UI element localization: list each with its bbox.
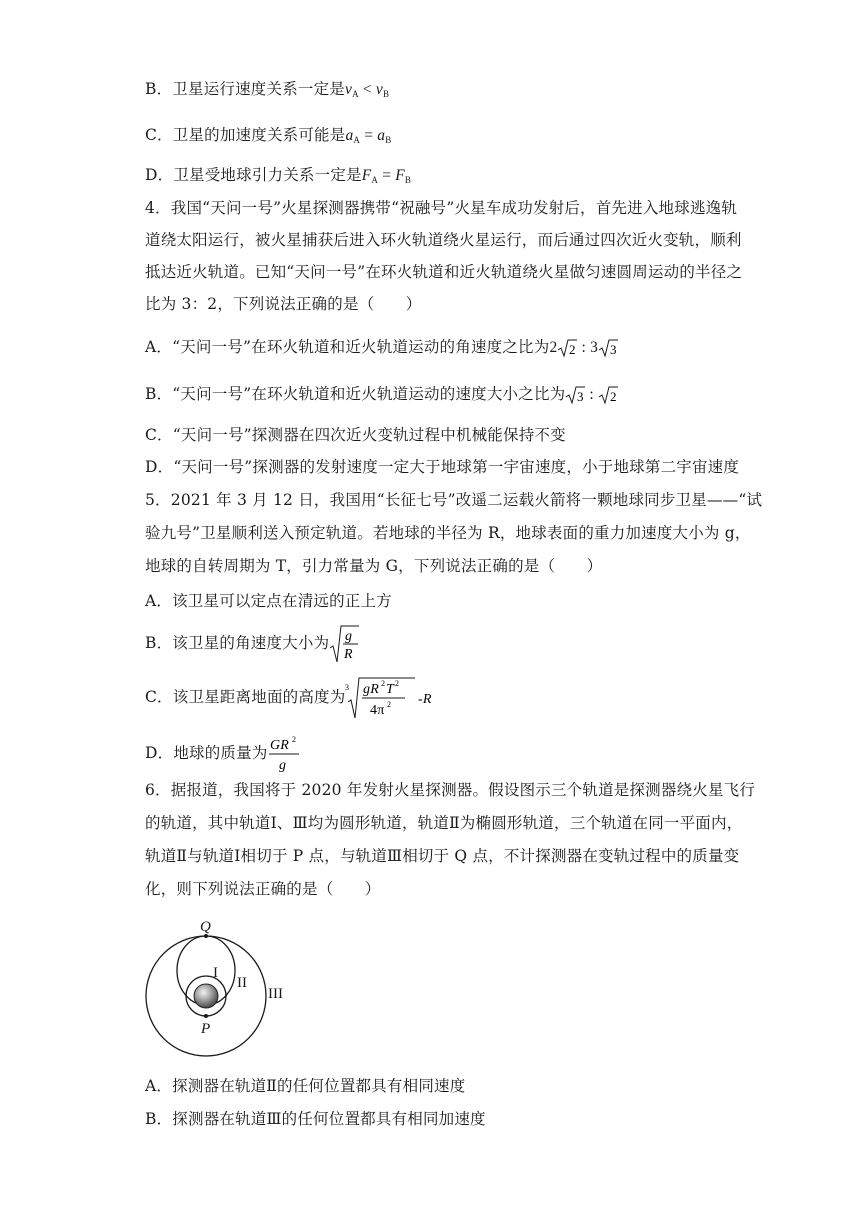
q6-stem-line-3: 轨道Ⅱ与轨道Ⅰ相切于 P 点，与轨道Ⅲ相切于 Q 点，不计探测器在变轨过程中的质量变 [145,847,740,865]
q4a-formula: 2 2 : 3 3 [549,339,617,358]
q3d-formula: $F_A = F_B$ [361,167,412,185]
svg-text:R: R [344,647,354,662]
svg-text:g: g [278,758,286,773]
svg-text:T: T [386,682,395,697]
q6-stem-line-4: 化，则下列说法正确的是（ ） [145,880,381,898]
q4-option-a-text: A．“天问一号”在环火轨道和近火轨道运动的角速度之比为 [145,338,550,356]
orbit-ii-label: II [237,975,247,991]
q3b-formula: $v_A < v_B$ [345,81,390,99]
q5-option-b-text: B．该卫星的角速度大小为 [145,634,330,652]
point-p-dot [204,1014,208,1018]
q4-option-b [145,383,618,406]
q3-option-c-text: C．卫星的加速度关系可能是 [145,126,346,144]
q4-option-b-text: B．“天问一号”在环火轨道和近火轨道运动的速度大小之比为 [145,385,566,403]
q3-option-d-text: D．卫星受地球引力关系一定是 [145,166,362,184]
q5-option-b [145,624,359,664]
q3-option-b [145,78,389,105]
q5-option-c [145,676,441,720]
q5-option-a: A．该卫星可以定点在清远的正上方 [145,592,392,610]
q5-option-d-text: D．地球的质量为 [145,744,268,762]
q4-option-a [145,336,618,359]
q5-stem-line-3: 地球的自转周期为 T，引力常量为 G，下列说法正确的是（ ） [145,557,603,575]
q4-option-c: C．“天问一号”探测器在四次近火变轨过程中机械能保持不变 [145,426,566,444]
q5d-formula [268,734,302,774]
q5c-formula [345,676,441,720]
svg-text:2: 2 [395,679,400,688]
q4-stem-line-1: 4．我国“天问一号”火星探测器携带“祝融号”火星车成功发射后，首先进入地球逃逸轨 [145,199,738,217]
point-q-label: Q [200,919,211,935]
svg-text:g: g [345,629,353,644]
svg-text:2: 2 [381,679,386,688]
svg-text:2: 2 [610,389,617,405]
q5-stem-line-2: 验九号”卫星顺利送入预定轨道。若地球的半径为 R，地球表面的重力加速度大小为 g， [145,524,751,542]
orbit-iii-label: III [268,986,283,1002]
orbit-i-label: I [213,965,218,981]
svg-text:3: 3 [577,389,585,405]
svg-text:3: 3 [345,683,350,692]
q3-option-b-text: B．卫星运行速度关系一定是 [145,80,345,98]
q6-option-a: A．探测器在轨道Ⅱ的任何位置都具有相同速度 [145,1077,466,1095]
q4-option-d: D．“天问一号”探测器的发射速度一定大于地球第一宇宙速度，小于地球第二宇宙速度 [145,458,740,476]
svg-text:3: 3 [610,342,617,358]
point-p-label: P [201,1021,211,1037]
q5-stem-line-1: 5．2021 年 3 月 12 日，我国用“长征七号”改遥二运载火箭将一颗地球同步卫星——“试 [145,491,763,509]
q6-stem-line-1: 6．据报道，我国将于 2020 年发射火星探测器。假设图示三个轨道是探测器绕火星飞行 [145,781,756,799]
svg-text:2: 2 [569,342,577,358]
svg-text:2: 2 [387,700,392,709]
q3-option-d [145,164,411,191]
q4-stem-line-2: 道绕太阳运行，被火星捕获后进入环火轨道绕火星运行，而后通过四次近火变轨，顺利 [145,231,742,249]
orbit-diagram [140,915,300,1060]
svg-text:gR: gR [363,682,380,697]
q3-option-c [145,124,391,151]
q5-option-c-text: C．该卫星距离地面的高度为 [145,688,346,706]
q6-option-b: B．探测器在轨道Ⅲ的任何位置都具有相同加速度 [145,1110,486,1128]
q6-stem-line-2: 的轨道，其中轨道Ⅰ、Ⅲ均为圆形轨道，轨道Ⅱ为椭圆形轨道，三个轨道在同一平面内， [145,814,743,832]
svg-text:2: 2 [291,735,296,744]
mars-planet [194,984,218,1008]
svg-text:4π: 4π [370,703,385,718]
svg-text:-R: -R [418,692,433,707]
svg-text:GR: GR [269,738,289,753]
q3c-formula: $a_A = a_B$ [345,127,392,145]
q4-stem-line-3: 抵达近火轨道。已知“天问一号”在环火轨道和近火轨道绕火星做匀速圆周运动的半径之 [145,263,743,281]
q5b-formula [329,624,359,664]
q4-stem-line-4: 比为 3：2，下列说法正确的是（ ） [145,295,422,313]
q4b-formula: 3 : 2 [565,386,618,403]
q5-option-d [145,734,302,774]
